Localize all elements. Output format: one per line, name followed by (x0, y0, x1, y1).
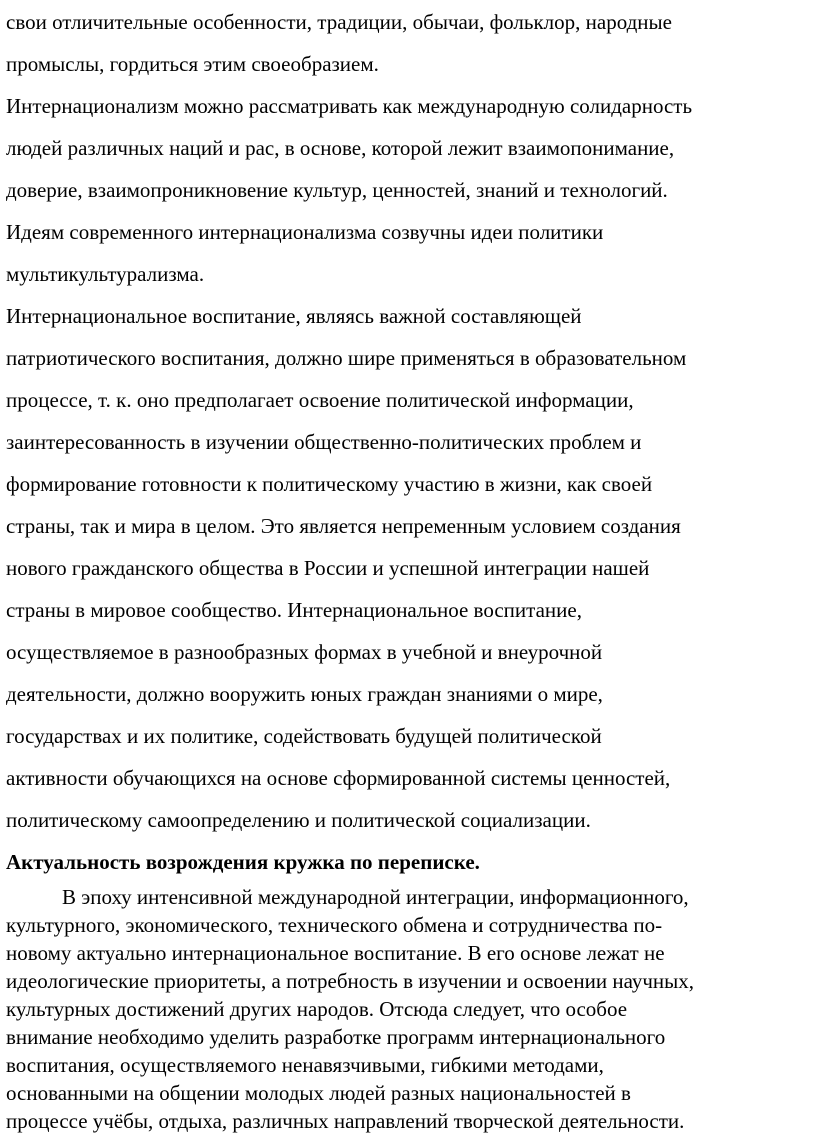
text-line: страны, так и мира в целом. Это является непременным условием создания (6, 514, 681, 538)
text-line: В эпоху интенсивной международной интеграции, информационного, (62, 885, 689, 909)
text-line: мультикультурализма. (6, 262, 205, 286)
text-line: промыслы, гордиться этим своеобразием. (6, 52, 379, 76)
text-line: заинтересованность в изучении общественно-политических проблем и (6, 430, 642, 454)
text-line: внимание необходимо уделить разработке программ интернационального (6, 1025, 666, 1049)
document-page (6, 0, 810, 1135)
text-line: страны в мировое сообщество. Интернациональное воспитание, (6, 598, 582, 622)
text-line: политическому самоопределению и политической социализации. (6, 808, 591, 832)
paragraph-4 (6, 883, 810, 1135)
text-line: осуществляемое в разнообразных формах в учебной и внеурочной (6, 640, 603, 664)
text-line: государствах и их политике, содействовать будущей политической (6, 724, 602, 748)
text-line: идеологические приоритеты, а потребность в изучении и освоении научных, (6, 969, 694, 993)
text-line: Интернационализм можно рассматривать как международную солидарность (6, 94, 693, 118)
text-line: воспитания, осуществляемого ненавязчивыми, гибкими методами, (6, 1053, 604, 1077)
text-line: процессе, т. к. оно предполагает освоение политической информации, (6, 388, 634, 412)
text-line: процессе учёбы, отдыха, различных направлений творческой деятельности. (6, 1109, 685, 1133)
text-line: свои отличительные особенности, традиции, обычаи, фольклор, народные (6, 10, 672, 34)
section-heading: Актуальность возрождения кружка по переписке. (6, 850, 480, 874)
text-line: культурного, экономического, технического обмена и сотрудничества по- (6, 913, 663, 937)
paragraph-1 (6, 1, 810, 85)
text-line: активности обучающихся на основе сформированной системы ценностей, (6, 766, 671, 790)
text-line: новому актуально интернациональное воспитание. В его основе лежат не (6, 941, 665, 965)
text-line: Идеям современного интернационализма созвучны идеи политики (6, 220, 604, 244)
text-line: основанными на общении молодых людей разных национальностей в (6, 1081, 631, 1105)
text-line: доверие, взаимопроникновение культур, ценностей, знаний и технологий. (6, 178, 668, 202)
text-line: деятельности, должно вооружить юных граждан знаниями о мире, (6, 682, 603, 706)
text-line: формирование готовности к политическому участию в жизни, как своей (6, 472, 653, 496)
text-line: Интернациональное воспитание, являясь важной составляющей (6, 304, 582, 328)
paragraph-2 (6, 85, 810, 295)
text-line: людей различных наций и рас, в основе, которой лежит взаимопонимание, (6, 136, 675, 160)
text-line: нового гражданского общества в России и успешной интеграции нашей (6, 556, 650, 580)
body-text-double-spaced (6, 0, 810, 841)
text-line: культурных достижений других народов. Отсюда следует, что особое (6, 997, 628, 1021)
paragraph-3 (6, 295, 810, 841)
text-line: патриотического воспитания, должно шире применяться в образовательном (6, 346, 687, 370)
